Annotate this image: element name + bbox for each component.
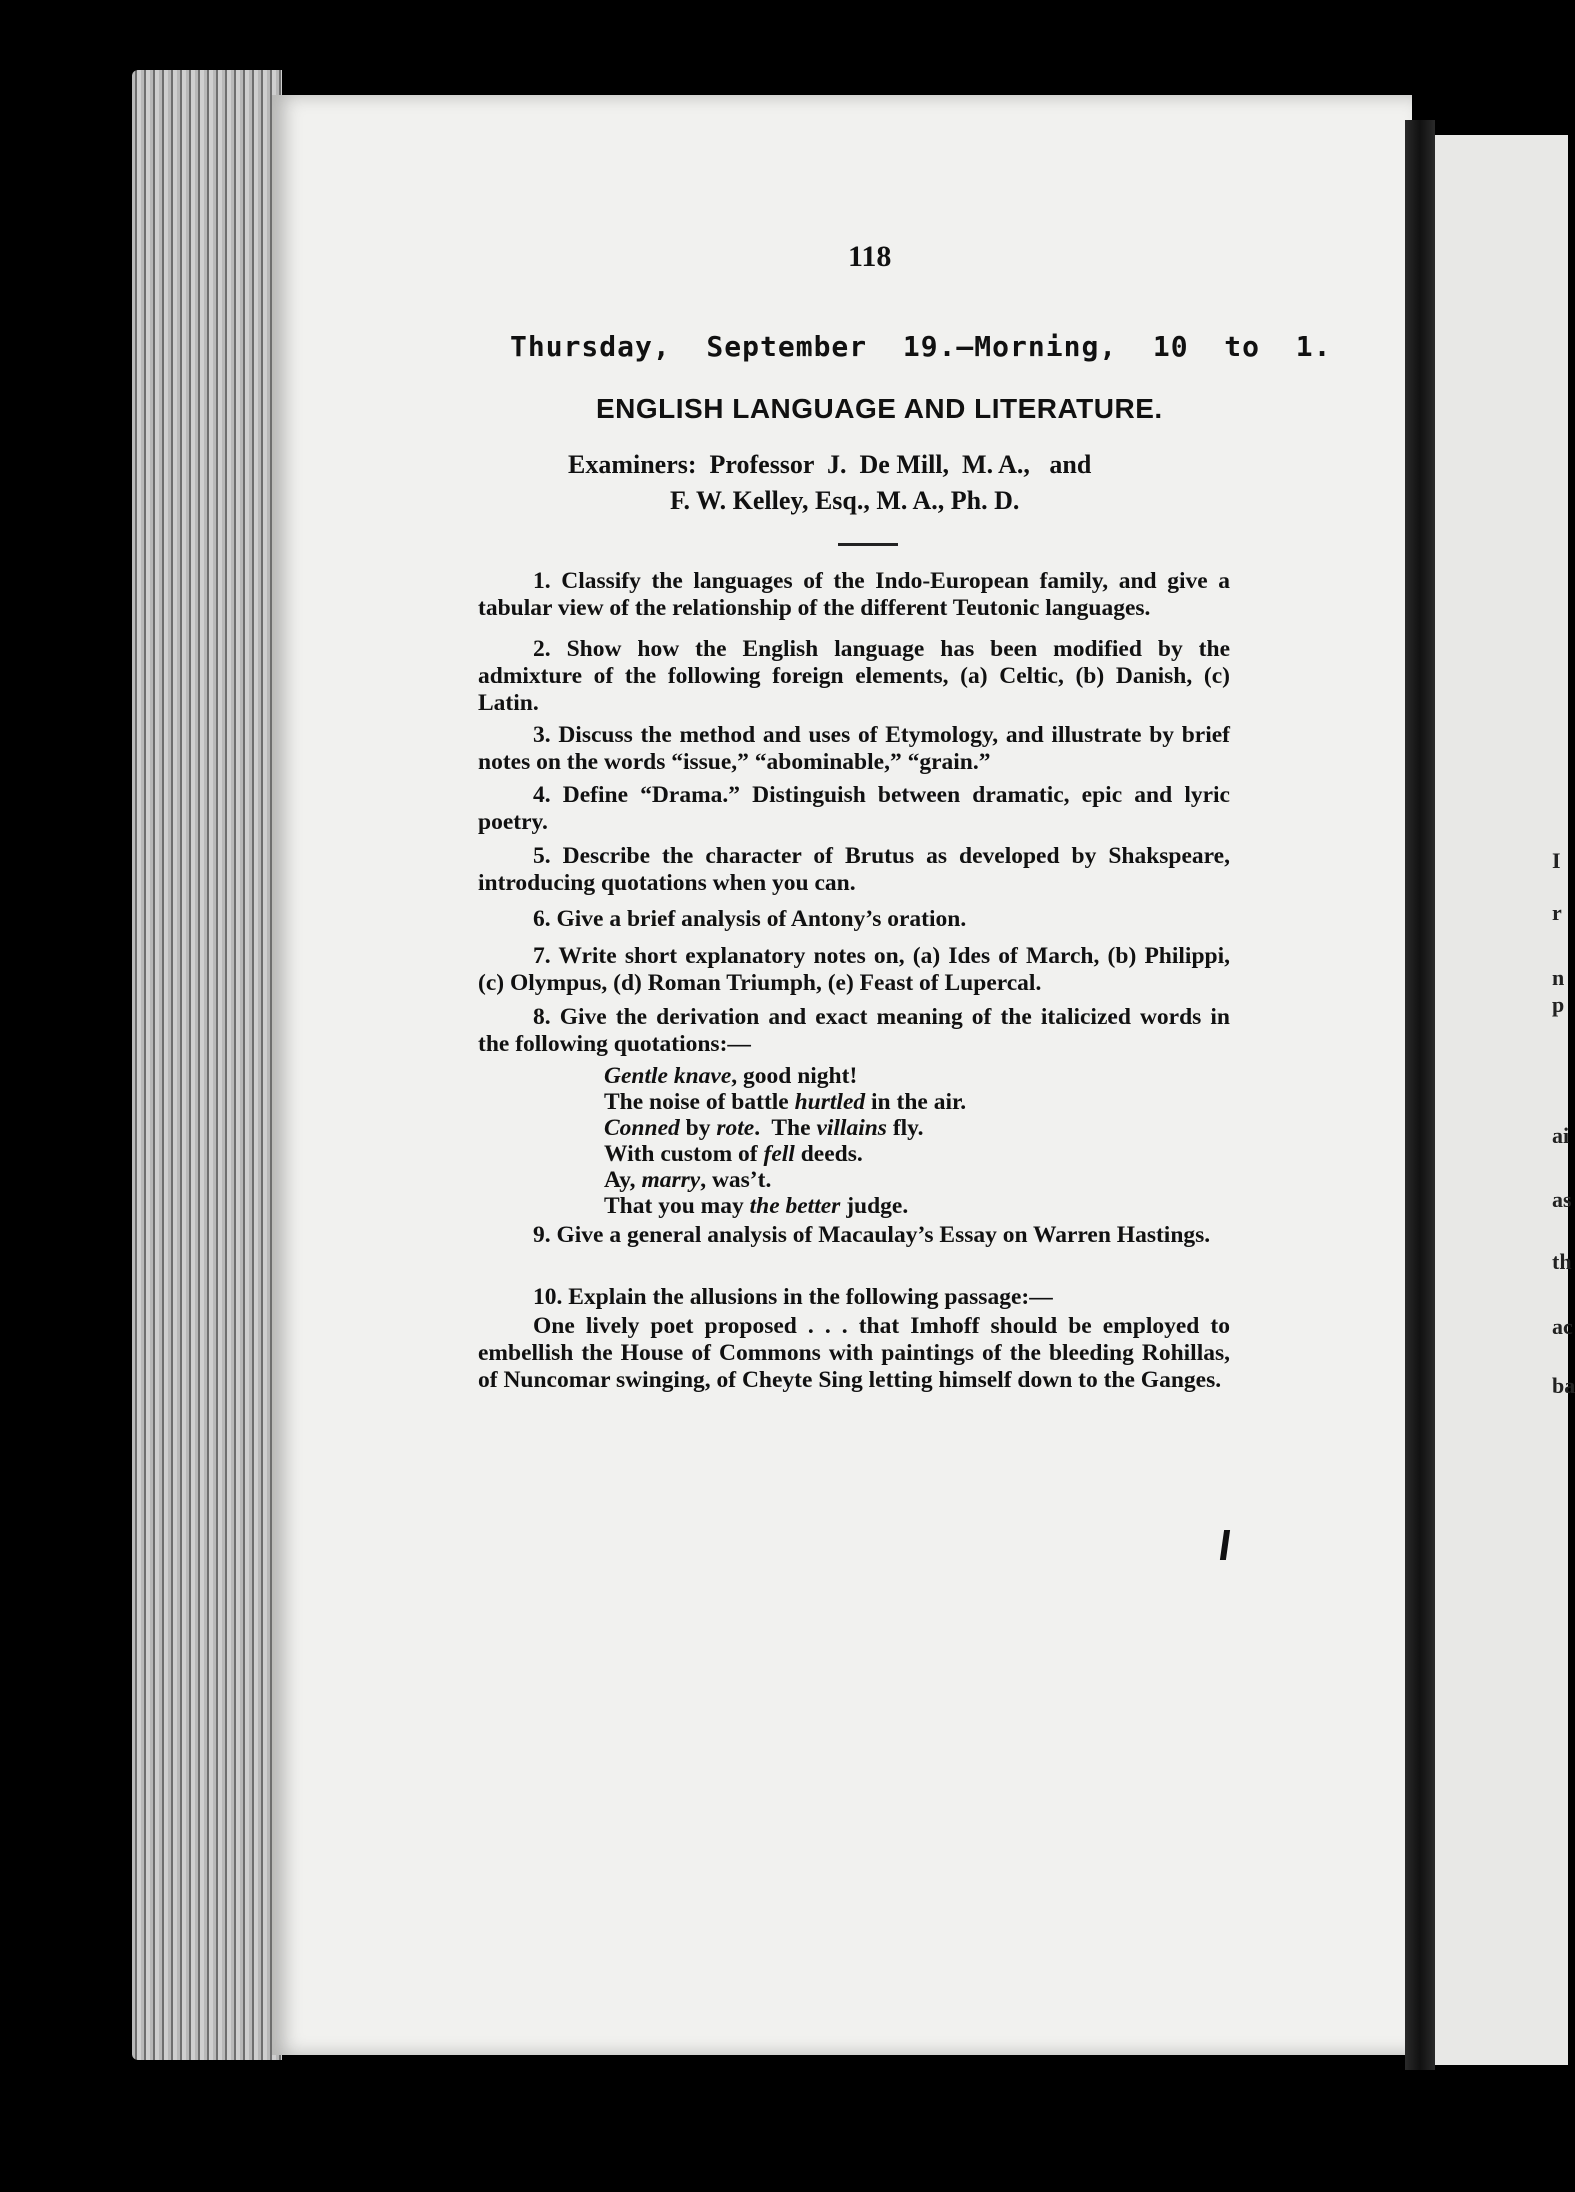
facing-page-fragment: r <box>1552 900 1562 925</box>
facing-page-fragment: th <box>1552 1249 1572 1274</box>
exam-dateline: Thursday, September 19.–Morning, 10 to 1. <box>510 330 1332 363</box>
facing-page-fragment: n <box>1552 965 1565 990</box>
question-2: 2. Show how the English language has been modified by the admixture of the following foreign elements, (a) Celtic, (b) Danish, (c) Latin. <box>478 636 1230 716</box>
exam-heading: ENGLISH LANGUAGE AND LITERATURE. <box>596 393 1163 424</box>
book-page-edges <box>132 70 282 2060</box>
quotation-line: With custom of fell deeds. <box>604 1141 863 1167</box>
passage-text: One lively poet proposed . . . that Imhoff should be employed to embellish the House of Commons with paintings of the bleeding Rohillas, of Nuncomar swinging, of Cheyte Sing letting himself down to the Ganges. <box>478 1313 1230 1393</box>
facing-page <box>1435 135 1568 2065</box>
question-7: 7. Write short explanatory notes on, (a) Ides of March, (b) Philippi, (c) Olympus, (d) Roman Triumph, (e) Feast of Lupercal. <box>478 943 1230 996</box>
question-1: 1. Classify the languages of the Indo-European family, and give a tabular view of the relationship of the different Teutonic languages. <box>478 568 1230 621</box>
question-10: 10. Explain the allusions in the following passage:— <box>533 1284 1053 1310</box>
facing-page-fragment: ai <box>1552 1123 1570 1148</box>
heading-rule <box>838 543 898 546</box>
facing-page-fragment: as <box>1552 1187 1572 1212</box>
question-4: 4. Define “Drama.” Distinguish between dramatic, epic and lyric poetry. <box>478 782 1230 835</box>
question-8: 8. Give the derivation and exact meaning of the italicized words in the following quotations:— <box>478 1004 1230 1057</box>
quotation-line: Ay, marry, was’t. <box>604 1167 772 1193</box>
quotation-line: That you may the better judge. <box>604 1193 909 1219</box>
quotation-line: The noise of battle hurtled in the air. <box>604 1089 967 1115</box>
facing-page-fragment: p <box>1552 992 1565 1017</box>
quotation-list <box>604 1063 966 1219</box>
question-9: 9. Give a general analysis of Macaulay’s Essay on Warren Hastings. <box>533 1222 1211 1248</box>
quotation-line: Gentle knave, good night! <box>604 1063 858 1089</box>
facing-page-fragment: ba <box>1552 1373 1575 1398</box>
examiners-line-1: Examiners: Professor J. De Mill, M. A., and <box>568 450 1092 479</box>
quotation-line: Conned by rote. The villains fly. <box>604 1115 924 1141</box>
examiners-line-2: F. W. Kelley, Esq., M. A., Ph. D. <box>670 486 1020 515</box>
book-gutter <box>1405 120 1435 2070</box>
page-number: 118 <box>848 240 892 273</box>
question-5: 5. Describe the character of Brutus as developed by Shakspeare, introducing quotations when you can. <box>478 843 1230 896</box>
question-3: 3. Discuss the method and uses of Etymology, and illustrate by brief notes on the words “issue,” “abominable,” “grain.” <box>478 722 1230 775</box>
question-6: 6. Give a brief analysis of Antony’s oration. <box>533 906 967 932</box>
facing-page-fragment: I <box>1552 848 1561 873</box>
facing-page-fragment: ac <box>1552 1314 1573 1339</box>
